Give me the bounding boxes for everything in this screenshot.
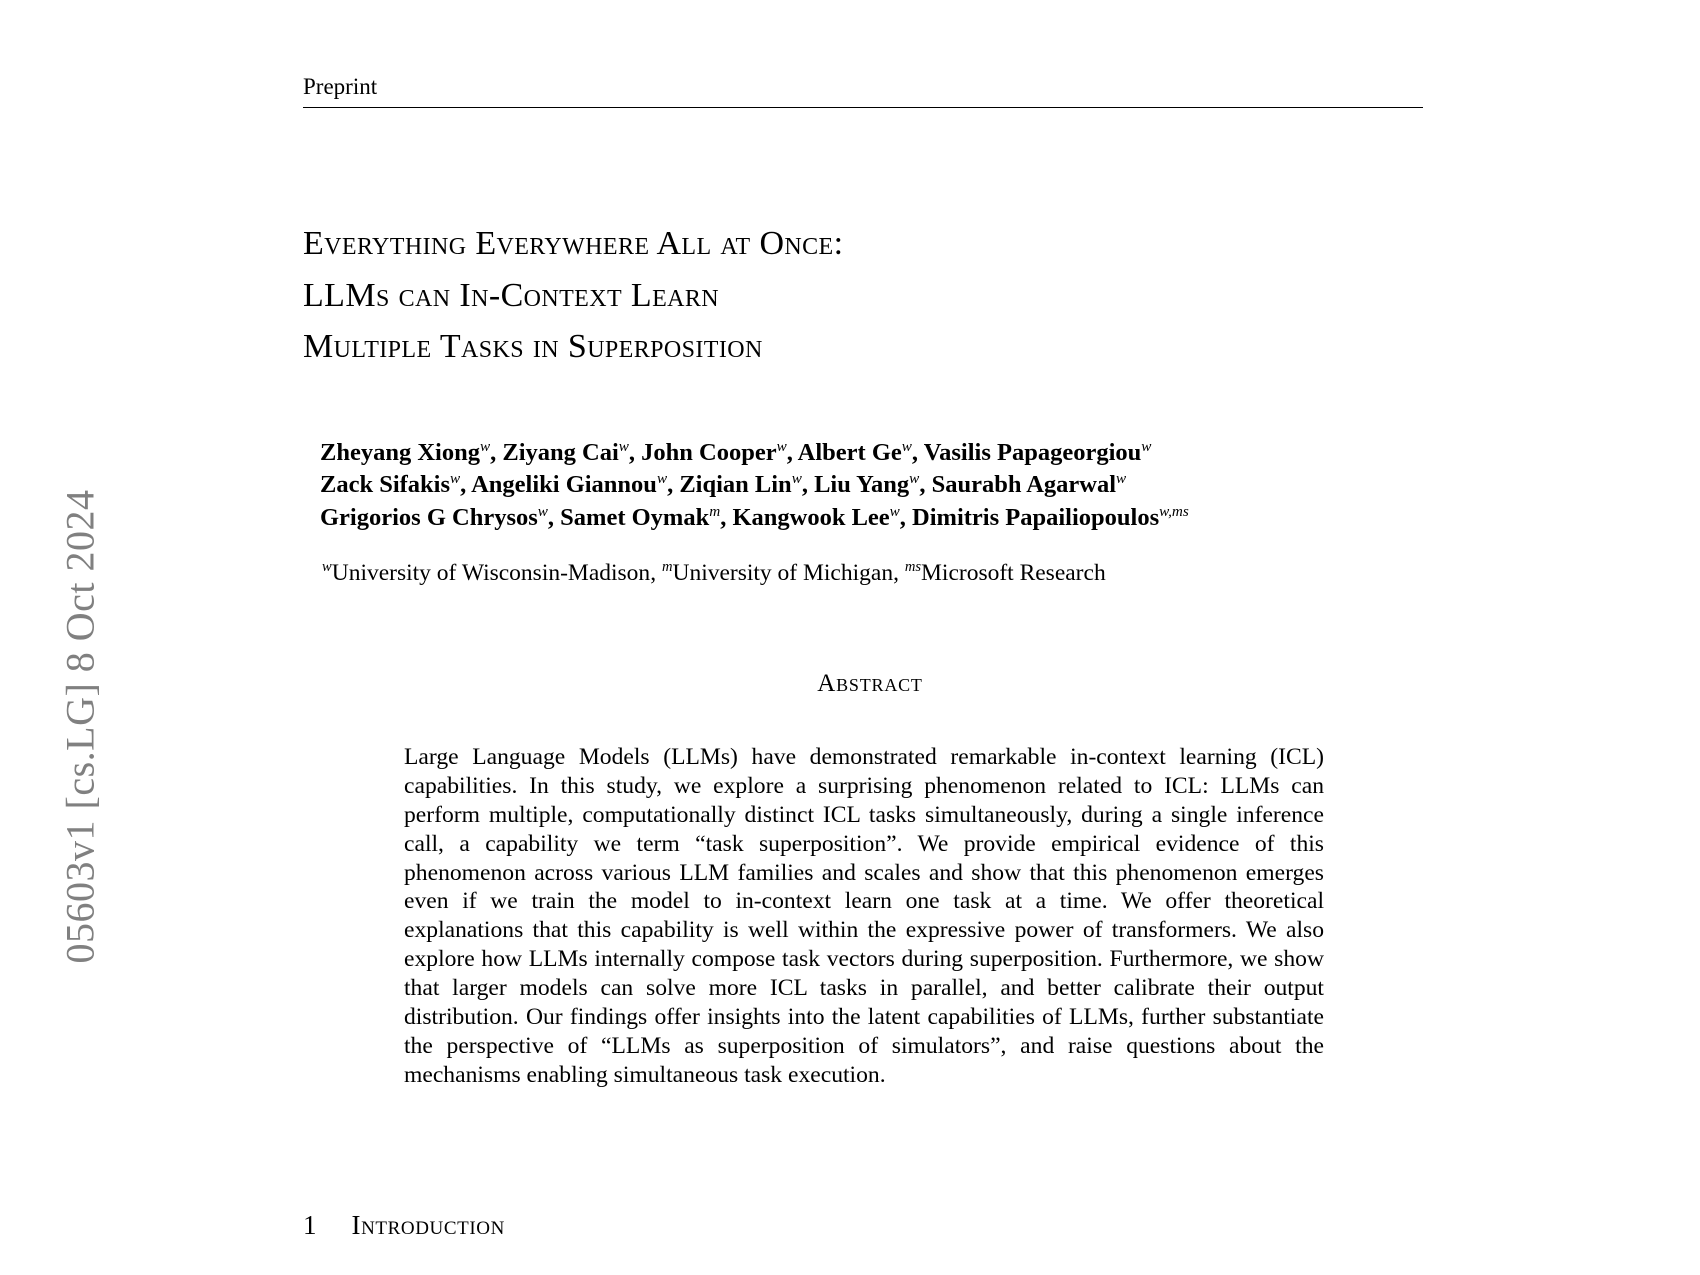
title-line-1: Everything Everywhere All at Once: [303,225,844,262]
affiliation-name: University of Wisconsin-Madison [331,560,651,586]
author-name: Grigorios G Chrysos [320,503,538,531]
affiliation-marker: m [661,559,673,576]
abstract-body: Large Language Models (LLMs) have demonstrated remarkable in-context learning (ICL) capabilities. In this study, we explore a surprising phenomenon related to ICL: LLMs can perform multiple, computationally distinct ICL tasks simultaneously, during a single inference call, a capability we term “task superposition”. We provide empirical evidence of this phenomenon across various LLM families and scales and show that this phenomenon emerges even if we train the model to in-context learn one task at a time. We offer theoretical explanations that this capability is well within the expressive power of transformers. We also explore how LLMs internally compose task vectors during superposition. Furthermore, we show that larger models can solve more ICL tasks in parallel, and better calibrate their output distribution. Our findings offer insights into the latent capabilities of LLMs, further substantiate the perspective of “LLMs as superposition of simulators”, and raise questions about the mechanisms enabling simultaneous task execution. [404,744,1324,1088]
author-affiliation-marker: w [450,470,461,488]
author-affiliation-marker: w [901,437,912,455]
section-number: 1 [303,1210,317,1240]
affiliation-name: University of Michigan [672,560,894,586]
author-name: Dimitris Papailiopoulos [912,503,1160,531]
author-affiliation-marker: w [1116,470,1127,488]
section-title: Introduction [351,1210,505,1240]
affiliation-marker: ms [904,559,922,576]
author-name: Ziqian Lin [679,471,792,499]
author-name: Zack Sifakis [320,471,451,499]
author-affiliation-marker: m [709,502,721,520]
abstract-heading-label: Abstract [817,670,923,697]
author-line-2: Zack Sifakis$^w$, Angeliki Giannou$^w$, Ziqian Lin$^w$, Liu Yang$^w$, Saurabh Agarwal$^w$ [320,470,1127,499]
author-list [320,437,1480,534]
title-line-3: Multiple Tasks in Superposition [303,328,763,366]
author-line-1: Zheyang Xiong$^w$, Ziyang Cai$^w$, John Cooper$^w$, Albert Ge$^w$, Vasilis Papageorgiou$^w$ [320,437,1152,466]
section-heading-introduction [303,1210,1303,1241]
abstract-heading [0,670,1700,698]
author-affiliation-marker: w [889,502,900,520]
author-affiliation-marker: w [656,470,668,488]
affiliation-list: $^w$University of Wisconsin-Madison, $^m$University of Michigan, $^{ms}$Microsoft Research [322,559,1106,586]
arxiv-identifier-stamp: 05603v1 [cs.LG] 8 Oct 2024 [57,489,103,964]
author-name: Zheyang Xiong [320,439,480,466]
author-line-3: Grigorios G Chrysos$^w$, Samet Oymak$^m$, Kangwook Lee$^w$, Dimitris Papailiopoulos$^{w,ms}$ [320,502,1189,531]
affiliation-marker: w [322,559,332,576]
running-head [303,74,1423,108]
header-rule [303,107,1423,108]
author-name: Liu Yang [814,471,910,499]
author-name: Vasilis Papageorgiou [923,439,1142,466]
author-affiliation-marker: w,ms [1159,502,1189,520]
author-affiliation-marker: w [909,470,920,488]
author-affiliation-marker: w [479,437,491,455]
author-affiliation-marker: w [618,437,629,455]
page-title [303,218,1433,373]
author-affiliation-marker: w [537,502,548,520]
author-name: Saurabh Agarwal [931,471,1117,499]
title-line-2: LLMs can In-Context Learn [303,276,720,314]
author-name: Kangwook Lee [732,503,890,531]
affiliation-name: Microsoft Research [921,560,1106,586]
running-head-label: Preprint [303,74,378,99]
author-affiliation-marker: w [776,437,787,455]
author-name: John Cooper [641,439,777,466]
author-affiliation-marker: w [1141,437,1152,455]
author-name: Samet Oymak [560,503,710,531]
author-name: Albert Ge [797,439,902,466]
author-name: Ziyang Cai [502,439,619,466]
author-affiliation-marker: w [791,470,802,488]
author-name: Angeliki Giannou [471,471,657,499]
